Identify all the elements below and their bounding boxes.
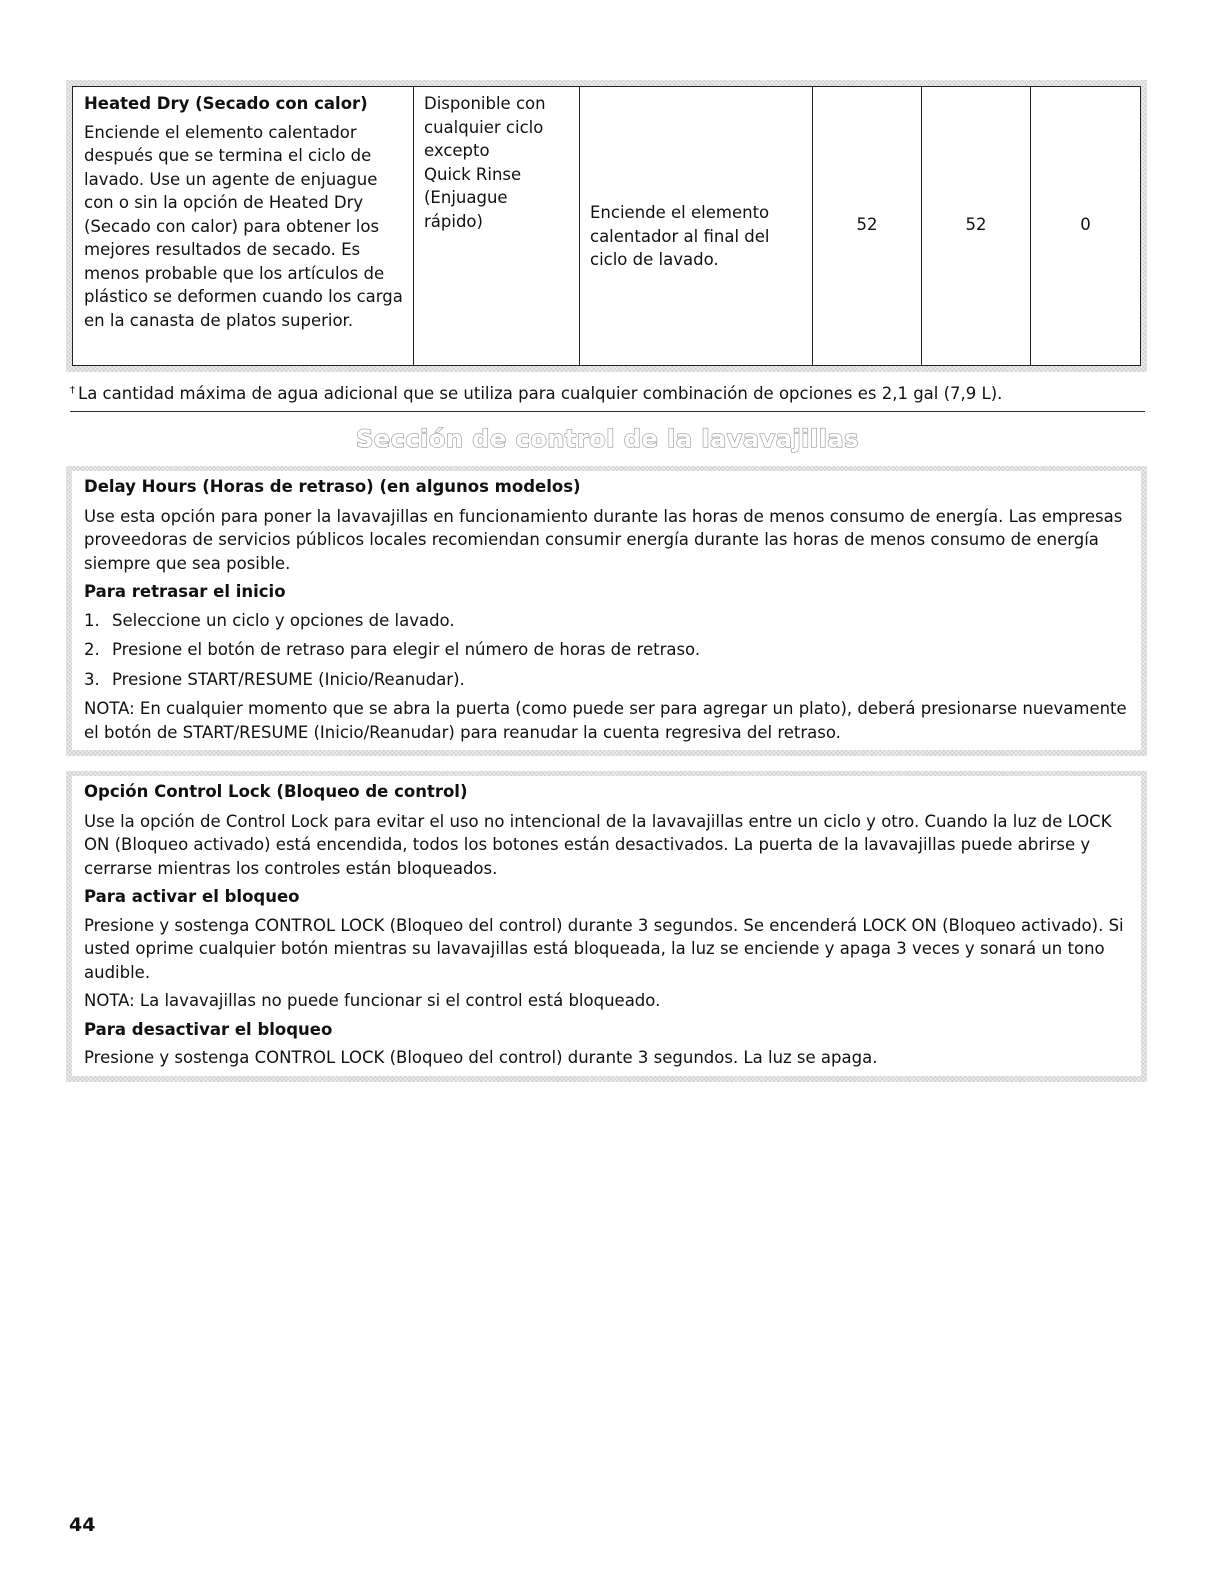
step-item [84, 668, 1131, 692]
step-text: Seleccione un ciclo y opciones de lavado. [112, 610, 455, 630]
availability-line: Disponible con [424, 94, 546, 113]
options-table-row [72, 86, 1141, 366]
delay-hours-box [66, 466, 1147, 756]
value-cell-2: 52 [922, 87, 1031, 365]
options-table [66, 80, 1147, 372]
step-number: 3. [84, 669, 100, 689]
step-item [84, 609, 1131, 633]
lock-heading: Opción Control Lock (Bloqueo de control) [84, 782, 468, 801]
option-title: Heated Dry (Secado con calor) [84, 94, 368, 113]
availability-line: excepto [424, 141, 490, 160]
action-line: Enciende el elemento [590, 203, 770, 223]
step-text: Presione el botón de retraso para elegir el número de horas de retraso. [112, 640, 701, 659]
delay-subheading: Para retrasar el inicio [84, 582, 286, 601]
availability-line: Quick Rinse [424, 164, 522, 184]
delay-note: NOTA: En cualquier momento que se abra la puerta (como puede ser para agregar un plato), deberá presionarse nuevamente el botón de START/RESUME (Inicio/Reanudar) para reanudar la cuenta regresiva del retraso. [84, 699, 1127, 742]
availability-line: rápido) [424, 211, 483, 231]
step-text: Presione START/RESUME (Inicio/Reanudar). [112, 669, 465, 689]
action-line: ciclo de lavado. [590, 250, 719, 270]
control-lock-box [66, 771, 1147, 1082]
footnote-text: La cantidad máxima de agua adicional que se utiliza para cualquier combinación de opciones es 2,1 gal (7,9 L). [78, 384, 1003, 403]
lock-note: NOTA: La lavavajillas no puede funcionar si el control está bloqueado. [84, 991, 661, 1010]
availability-line: cualquier ciclo [424, 117, 544, 137]
lock-activate-heading: Para activar el bloqueo [84, 887, 300, 906]
action-line: calentador al final del [590, 226, 770, 246]
lock-activate-text: Presione y sostenga CONTROL LOCK (Bloqueo del control) durante 3 segundos. Se encenderá LOCK ON (Bloqueo activado). Si usted oprime cualquier botón mientras su lavavajillas está bloqueada, la luz se enciende y apaga 3 veces y sonará un tono audible. [84, 915, 1124, 982]
value-cell-1: 52 [813, 87, 922, 365]
availability-line: (Enjuague [424, 188, 508, 207]
step-number: 1. [84, 610, 100, 630]
step-item [84, 638, 1131, 662]
footnote-marker: † [70, 385, 75, 396]
option-description: Enciende el elemento calentador después que se termina el ciclo de lavado. Use un agente de enjuague con o sin la opción de Heated Dry (Secado con calor) para obtener los mejores resultados de secado. Es menos probable que los artículos de plástico se deformen cuando los carga en la canasta de platos superior. [84, 122, 403, 330]
action-cell [580, 87, 813, 365]
lock-intro: Use la opción de Control Lock para evitar el uso no intencional de la lavavajillas entre un ciclo y otro. Cuando la luz de LOCK ON (Bloqueo activado) está encendida, todos los botones están desactivados. La puerta de la lavavajillas puede abrirse y cerrarse mientras los controles están bloqueados. [84, 811, 1112, 878]
value-cell-3: 0 [1080, 214, 1091, 234]
lock-deactivate-text: Presione y sostenga CONTROL LOCK (Bloqueo del control) durante 3 segundos. La luz se apaga. [84, 1048, 878, 1067]
delay-intro: Use esta opción para poner la lavavajillas en funcionamiento durante las horas de menos consumo de energía. Las empresas proveedoras de servicios públicos locales recomiendan consumir energía durante las horas de menos consumo de energía siempre que sea posible. [84, 506, 1123, 573]
step-number: 2. [84, 640, 100, 659]
section-title: Sección de control de la lavavajillas [356, 425, 859, 453]
delay-heading: Delay Hours (Horas de retraso) (en algunos modelos) [84, 477, 581, 496]
page-number: 44 [69, 1514, 96, 1536]
lock-deactivate-heading: Para desactivar el bloqueo [84, 1019, 333, 1039]
option-cell [73, 87, 414, 365]
footnote [70, 379, 1145, 412]
availability-cell [414, 87, 580, 365]
delay-steps [84, 609, 1131, 692]
